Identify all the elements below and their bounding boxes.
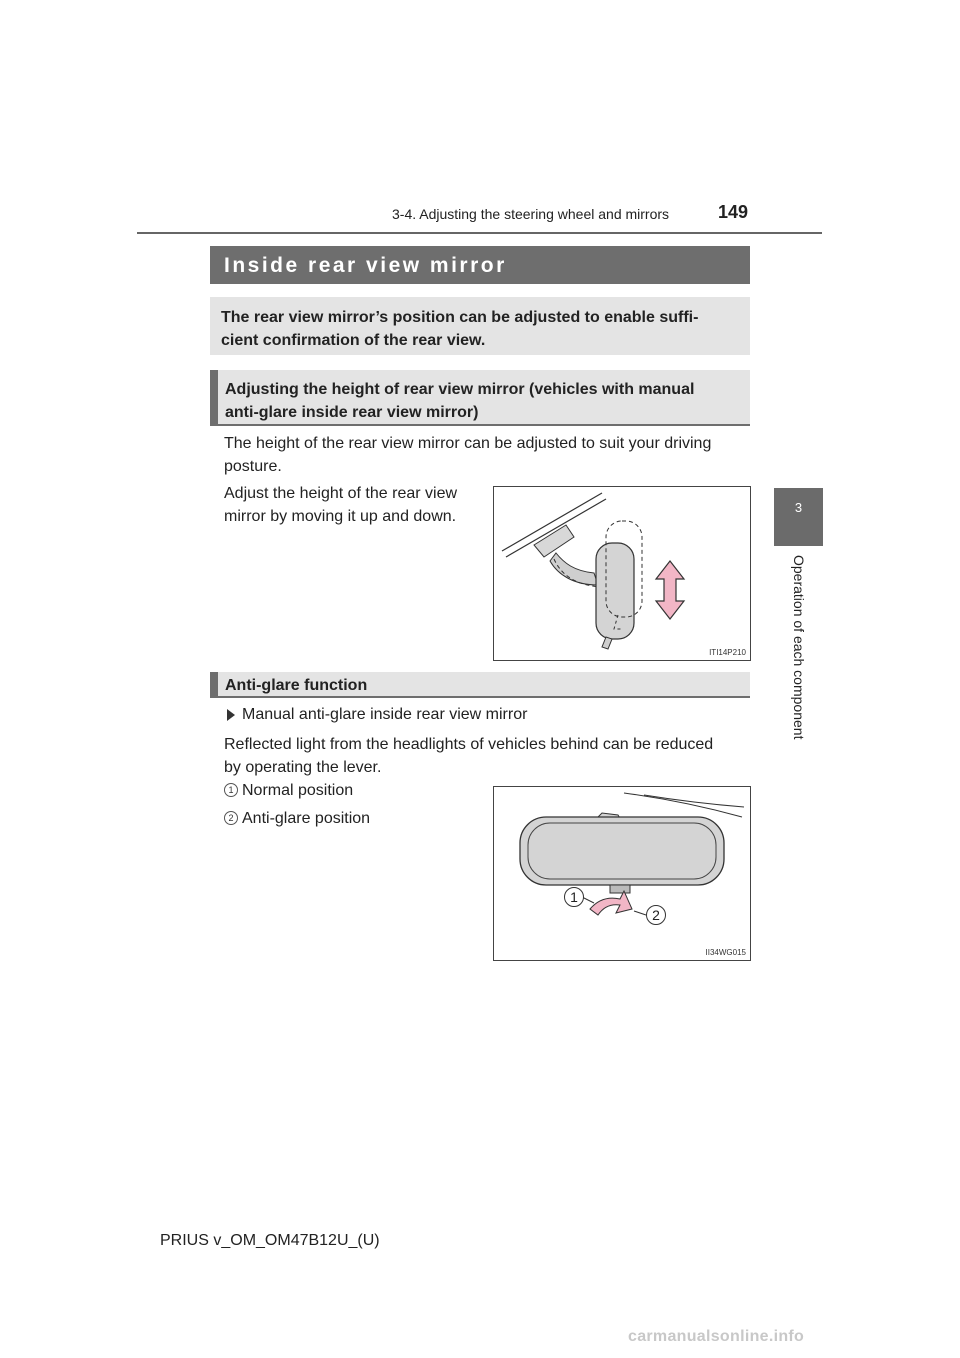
up-down-arrow-icon (656, 561, 684, 619)
section1-paragraph-line: The height of the rear view mirror can be adjusted to suit your driving (224, 435, 712, 452)
page-number: 149 (718, 202, 749, 222)
figure-callout-1: 1 (564, 887, 584, 907)
section-header: 3-4. Adjusting the steering wheel and mirrors (392, 206, 670, 222)
lever-arrow-icon (590, 891, 632, 915)
anti-glare-illustration (494, 787, 750, 960)
section2-heading: Anti-glare function (225, 677, 368, 694)
header-divider (137, 232, 822, 234)
chapter-tab-label: Operation of each component (791, 555, 807, 740)
item-number-1: 1 (224, 783, 238, 797)
section2-bullet: Manual anti-glare inside rear view mirror (242, 706, 528, 723)
figure-code: II34WG015 (705, 948, 746, 957)
mirror-height-illustration (494, 487, 750, 660)
page-title: Inside rear view mirror (224, 254, 507, 277)
mirror-height-figure (493, 486, 751, 661)
anti-glare-figure (493, 786, 751, 961)
item-label-2: Anti-glare position (242, 810, 371, 827)
intro-line: cient confirmation of the rear view. (221, 332, 486, 349)
section1-heading (225, 378, 742, 424)
figure-code: ITI14P210 (709, 648, 746, 657)
section2-paragraph-line: Reflected light from the headlights of vehicles behind can be reduced (224, 736, 714, 753)
section2-paragraph (224, 733, 749, 779)
intro-text (221, 306, 741, 352)
section1-instruction (224, 482, 484, 528)
item-label-1: Normal position (242, 782, 354, 799)
section1-paragraph (224, 432, 749, 478)
footer-document-id: PRIUS v_OM_OM47B12U_(U) (160, 1232, 380, 1249)
section1-paragraph-line: posture. (224, 458, 282, 475)
section1-heading-line: Adjusting the height of rear view mirror (vehicles with manual (225, 381, 695, 398)
section1-heading-line: anti-glare inside rear view mirror) (225, 404, 479, 421)
figure-callout-2: 2 (646, 905, 666, 925)
section2-paragraph-line: by operating the lever. (224, 759, 382, 776)
bullet-triangle-icon (227, 709, 235, 721)
chapter-tab[interactable] (774, 488, 823, 546)
section1-heading-rule (210, 424, 750, 426)
watermark: carmanualsonline.info (628, 1328, 805, 1345)
item-number-2: 2 (224, 811, 238, 825)
section1-instruction-line: Adjust the height of the rear view (224, 485, 458, 502)
intro-line: The rear view mirror’s position can be adjusted to enable suffi- (221, 309, 699, 326)
chapter-tab-number: 3 (794, 500, 803, 515)
section1-instruction-line: mirror by moving it up and down. (224, 508, 457, 525)
